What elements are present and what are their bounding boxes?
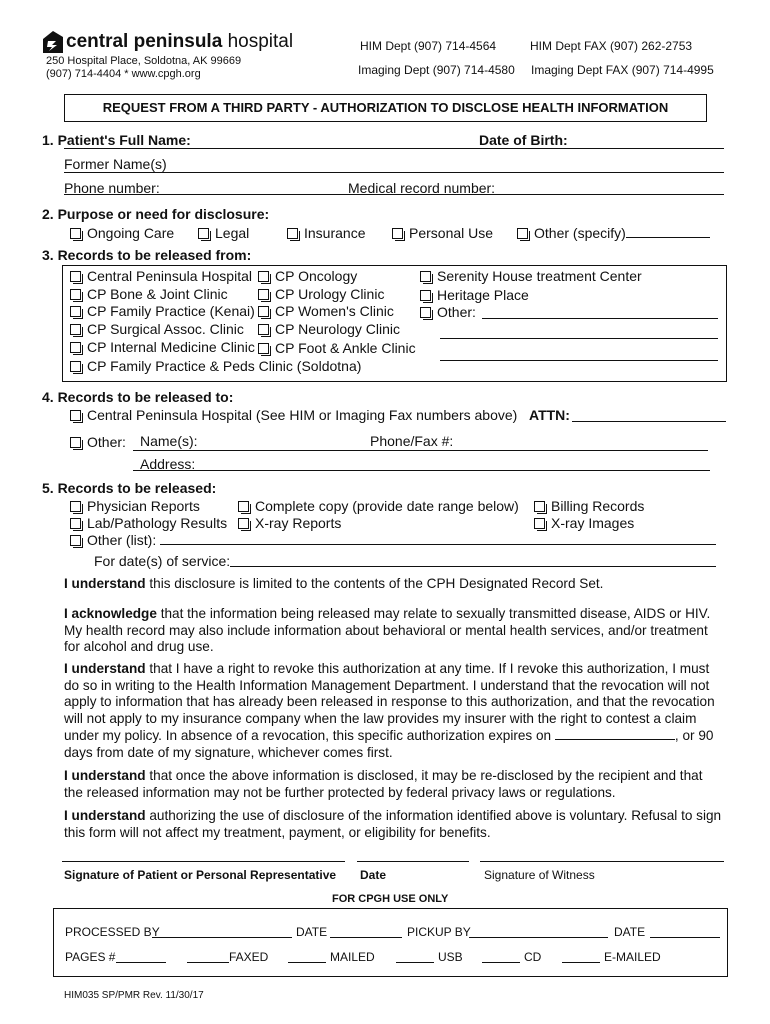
checkbox-icon[interactable] xyxy=(420,307,431,318)
checkbox-icon[interactable] xyxy=(517,228,528,239)
former-names-line[interactable] xyxy=(64,172,724,173)
attn-line[interactable] xyxy=(572,421,726,422)
checkbox-icon[interactable] xyxy=(238,501,249,512)
mailed-line[interactable] xyxy=(288,962,326,963)
record-complete-copy[interactable]: Complete copy (provide date range below) xyxy=(238,498,519,514)
logo-name-light: hospital xyxy=(227,31,294,52)
purpose-heading: 2. Purpose or need for disclosure: xyxy=(42,206,270,222)
usb-label: USB xyxy=(438,950,463,964)
witness-signature-line[interactable] xyxy=(480,861,724,862)
facility-option[interactable]: Serenity House treatment Center xyxy=(420,268,642,284)
recipient-names-line[interactable] xyxy=(133,450,708,451)
checkbox-icon[interactable] xyxy=(70,410,81,421)
faxed-label: FAXED xyxy=(229,950,269,964)
record-billing[interactable]: Billing Records xyxy=(534,498,644,514)
facility-option[interactable]: CP Foot & Ankle Clinic xyxy=(258,340,416,356)
facility-option[interactable]: Other: xyxy=(420,304,476,320)
checkbox-icon[interactable] xyxy=(534,501,545,512)
checkbox-icon[interactable] xyxy=(198,228,209,239)
purpose-legal[interactable]: Legal xyxy=(198,225,249,241)
checkbox-icon[interactable] xyxy=(258,289,269,300)
pages-label: PAGES # xyxy=(65,950,116,964)
hospital-logo-icon xyxy=(42,30,64,54)
facility-option[interactable]: CP Internal Medicine Clinic xyxy=(70,339,255,355)
attn-label: ATTN: xyxy=(529,407,570,423)
checkbox-icon[interactable] xyxy=(287,228,298,239)
pickup-by-line[interactable] xyxy=(469,937,608,938)
dates-of-service-label: For date(s) of service: xyxy=(94,553,231,569)
office-date1-line[interactable] xyxy=(330,937,402,938)
phone-mrn-line[interactable] xyxy=(64,194,724,195)
mrn-label: Medical record number: xyxy=(348,180,496,196)
checkbox-icon[interactable] xyxy=(258,324,269,335)
voluntary-paragraph: I understand authorizing the use of disclosure of the information identified above is voluntary. Refusal to sign this form will not affect my treatment, payment, or eligibility for benefits. xyxy=(64,808,722,840)
office-use-box xyxy=(53,908,728,977)
cd-label: CD xyxy=(524,950,542,964)
cd-line[interactable] xyxy=(482,962,520,963)
faxed-line[interactable] xyxy=(187,962,229,963)
witness-signature-label: Signature of Witness xyxy=(484,868,595,882)
facility-option[interactable]: CP Urology Clinic xyxy=(258,286,384,302)
patient-name-label: 1. Patient's Full Name: xyxy=(42,132,191,148)
dates-of-service-line[interactable] xyxy=(230,566,716,567)
checkbox-icon[interactable] xyxy=(258,306,269,317)
patient-signature-line[interactable] xyxy=(62,861,345,862)
record-physician-reports[interactable]: Physician Reports xyxy=(70,498,200,514)
redisclosure-paragraph: I understand that once the above information is disclosed, it may be re-disclosed by the recipient and that the released information may not be further protected by federal privacy laws or regulations. xyxy=(64,768,703,800)
processed-by-line[interactable] xyxy=(152,937,292,938)
form-title: REQUEST FROM A THIRD PARTY - AUTHORIZATION TO DISCLOSE HEALTH INFORMATION xyxy=(102,100,669,115)
checkbox-icon[interactable] xyxy=(258,343,269,354)
record-xray-reports[interactable]: X-ray Reports xyxy=(238,515,341,531)
recipient-address-line[interactable] xyxy=(133,470,710,471)
processed-by-label: PROCESSED BY xyxy=(65,925,160,939)
checkbox-icon[interactable] xyxy=(70,518,81,529)
purpose-other[interactable]: Other (specify) xyxy=(517,225,710,241)
checkbox-icon[interactable] xyxy=(420,271,431,282)
facility-option[interactable]: CP Family Practice & Peds Clinic (Soldotna) xyxy=(70,358,361,374)
checkbox-icon[interactable] xyxy=(70,361,81,372)
office-date2-label: DATE xyxy=(614,925,646,939)
release-to-other[interactable]: Other: xyxy=(70,434,126,450)
facility-option[interactable]: Central Peninsula Hospital xyxy=(70,268,252,284)
checkbox-icon[interactable] xyxy=(70,437,81,448)
checkbox-icon[interactable] xyxy=(70,289,81,300)
checkbox-icon[interactable] xyxy=(420,290,431,301)
purpose-personal-use[interactable]: Personal Use xyxy=(392,225,493,241)
facility-option[interactable]: CP Oncology xyxy=(258,268,357,284)
record-lab-pathology[interactable]: Lab/Pathology Results xyxy=(70,515,227,531)
usb-line[interactable] xyxy=(396,962,434,963)
purpose-insurance[interactable]: Insurance xyxy=(287,225,365,241)
patient-signature-label: Signature of Patient or Personal Representative xyxy=(64,868,337,882)
other-facility-line[interactable] xyxy=(440,338,718,339)
purpose-ongoing-care[interactable]: Ongoing Care xyxy=(70,225,174,241)
patient-name-line[interactable] xyxy=(64,148,724,149)
facility-option[interactable]: CP Neurology Clinic xyxy=(258,321,400,337)
logo-name-bold: central peninsula xyxy=(66,31,223,52)
checkbox-icon[interactable] xyxy=(70,535,81,546)
emailed-label: E-MAILED xyxy=(604,950,661,964)
recipient-address-label: Address: xyxy=(140,456,196,472)
dob-label: Date of Birth: xyxy=(479,132,568,148)
former-names-label: Former Name(s) xyxy=(64,156,167,172)
release-to-cph[interactable]: Central Peninsula Hospital (See HIM or Imaging Fax numbers above) xyxy=(70,407,517,423)
checkbox-icon[interactable] xyxy=(238,518,249,529)
recipient-names-label: Name(s): xyxy=(140,433,198,449)
phone-number-label: Phone number: xyxy=(64,180,160,196)
imaging-dept-fax: Imaging Dept FAX (907) 714-4995 xyxy=(531,63,714,77)
form-revision-footer: HIM035 SP/PMR Rev. 11/30/17 xyxy=(64,990,204,1001)
facility-option[interactable]: CP Family Practice (Kenai) xyxy=(70,303,255,319)
him-dept-fax: HIM Dept FAX (907) 262-2753 xyxy=(530,39,693,53)
emailed-line[interactable] xyxy=(562,962,600,963)
hospital-contact: (907) 714-4404 * www.cpgh.org xyxy=(46,68,201,80)
facility-option[interactable]: CP Surgical Assoc. Clinic xyxy=(70,321,244,337)
him-dept-phone: HIM Dept (907) 714-4564 xyxy=(360,39,497,53)
acknowledge-paragraph: I acknowledge that the information being released may relate to sexually transmitted disease, AIDS or HIV. My health record may also include information about behavioral or mental health services, and/or treatment for alcohol and drug use. xyxy=(64,606,711,654)
hospital-address: 250 Hospital Place, Soldotna, AK 99669 xyxy=(46,55,242,67)
record-other-list[interactable]: Other (list): xyxy=(70,532,156,548)
other-list-line[interactable] xyxy=(160,544,716,545)
other-facility-line[interactable] xyxy=(440,360,718,361)
imaging-dept-phone: Imaging Dept (907) 714-4580 xyxy=(358,63,515,77)
checkbox-icon[interactable] xyxy=(70,271,81,282)
revoke-paragraph: I understand that I have a right to revoke this authorization at any time. If I revoke this authorization, I must do so in writing to the Health Information Management Department. I understand that the revocation will not apply to information that has already been released in response to this authorization, and that the revocation will not apply to my insurance company when the law provides my insurer with the right to contest a claim under my policy. In absence of a revocation, this specific authorization expires on , or 90 days from date of my signature, whichever comes first. xyxy=(64,661,715,760)
checkbox-icon[interactable] xyxy=(70,228,81,239)
checkbox-icon[interactable] xyxy=(70,501,81,512)
records-from-heading: 3. Records to be released from: xyxy=(42,247,252,263)
facility-option[interactable]: CP Women's Clinic xyxy=(258,303,394,319)
signature-date-line[interactable] xyxy=(357,861,469,862)
signature-date-label: Date xyxy=(360,868,387,882)
recipient-phone-fax-label: Phone/Fax #: xyxy=(370,433,454,449)
records-to-heading: 4. Records to be released to: xyxy=(42,389,234,405)
expiration-date-line[interactable] xyxy=(555,727,675,740)
records-type-heading: 5. Records to be released: xyxy=(42,480,217,496)
checkbox-icon[interactable] xyxy=(258,271,269,282)
disclosure-limit-paragraph: I understand this disclosure is limited to the contents of the CPH Designated Record Set. xyxy=(64,576,604,591)
mailed-label: MAILED xyxy=(330,950,375,964)
office-date2-line[interactable] xyxy=(650,937,720,938)
record-xray-images[interactable]: X-ray Images xyxy=(534,515,634,531)
checkbox-icon[interactable] xyxy=(534,518,545,529)
facility-option[interactable]: Heritage Place xyxy=(420,287,529,303)
checkbox-icon[interactable] xyxy=(70,306,81,317)
pages-line[interactable] xyxy=(116,962,166,963)
office-use-heading: FOR CPGH USE ONLY xyxy=(332,893,449,905)
checkbox-icon[interactable] xyxy=(70,324,81,335)
checkbox-icon[interactable] xyxy=(392,228,403,239)
pickup-by-label: PICKUP BY xyxy=(407,925,471,939)
facility-option[interactable]: CP Bone & Joint Clinic xyxy=(70,286,228,302)
checkbox-icon[interactable] xyxy=(70,342,81,353)
other-facility-line[interactable] xyxy=(482,318,718,319)
office-date1-label: DATE xyxy=(296,925,328,939)
